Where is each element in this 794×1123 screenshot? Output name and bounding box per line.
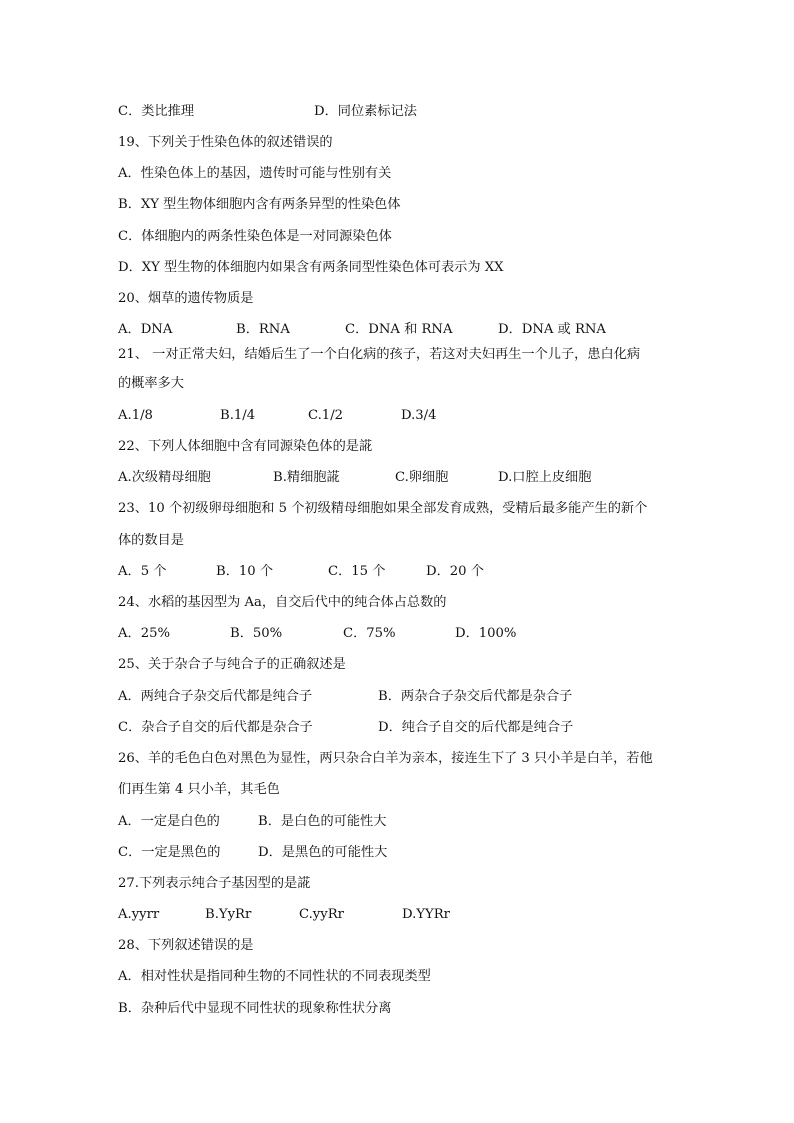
q22-option-a: A.次级精母细胞 — [118, 470, 211, 485]
q21-option-a: A.1/8 — [118, 408, 153, 423]
q27-stem: 27.下列表示纯合子基因型的是誮 — [118, 876, 311, 891]
q25-option-d: D．纯合子自交的后代都是纯合子 — [378, 720, 574, 735]
q23-option-b: B．10 个 — [216, 564, 274, 579]
q20-option-c: C．DNA 和 RNA — [345, 322, 453, 337]
q20-option-d: D．DNA 或 RNA — [498, 322, 606, 337]
q23-option-d: D．20 个 — [426, 564, 484, 579]
q18-option-c: C．类比推理 — [118, 104, 195, 119]
q22-option-d: D.口腔上皮细胞 — [498, 470, 592, 485]
q25-option-b: B．两杂合子杂交后代都是杂合子 — [378, 689, 573, 704]
q23-stem-line1: 23、10 个初级卵母细胞和 5 个初级精母细胞如果全部发育成熟，受精后最多能产生的新个 — [118, 501, 648, 516]
q22-stem: 22、下列人体细胞中含有同源染色体的是誮 — [118, 439, 373, 454]
q22-option-c: C.卵细胞 — [395, 470, 449, 485]
q21-option-b: B.1/4 — [220, 408, 256, 423]
q19-option-c: C．体细胞内的两条性染色体是一对同源染色体 — [118, 229, 392, 244]
q19-option-d: D．XY 型生物的体细胞内如果含有两条同型性染色体可表示为 XX — [118, 260, 504, 275]
q24-option-a: A．25% — [118, 626, 171, 641]
q28-stem: 28、下列叙述错误的是 — [118, 938, 254, 953]
q22-option-b: B.精细胞誮 — [273, 470, 340, 485]
q21-option-c: C.1/2 — [308, 408, 344, 423]
q26-option-a: A．一定是白色的 — [118, 814, 220, 829]
q26-stem-line2: 们再生第 4 只小羊，其毛色 — [118, 782, 280, 797]
q25-option-a: A．两纯合子杂交后代都是纯合子 — [118, 689, 313, 704]
q24-option-d: D．100% — [455, 626, 517, 641]
q24-option-c: C．75% — [343, 626, 396, 641]
q21-stem-line2: 的概率多大 — [118, 376, 184, 391]
q20-option-a: A．DNA — [118, 322, 173, 337]
q26-option-d: D．是黑色的可能性大 — [258, 845, 388, 860]
q27-option-d: D.YYRr — [402, 907, 450, 922]
q19-option-a: A．性染色体上的基因，遗传时可能与性别有关 — [118, 166, 392, 181]
q26-option-b: B．是白色的可能性大 — [258, 814, 387, 829]
q24-option-b: B．50% — [230, 626, 283, 641]
q20-stem: 20、烟草的遗传物质是 — [118, 291, 254, 306]
q25-option-c: C．杂合子自交的后代都是杂合子 — [118, 720, 313, 735]
q27-option-b: B.YyRr — [205, 907, 252, 922]
q25-stem: 25、关于杂合子与纯合子的正确叙述是 — [118, 657, 346, 672]
q26-option-c: C．一定是黑色的 — [118, 845, 221, 860]
q28-option-b: B．杂种后代中显现不同性状的现象称性状分离 — [118, 1001, 392, 1016]
q21-option-d: D.3/4 — [401, 408, 437, 423]
q20-option-b: B．RNA — [236, 322, 290, 337]
q23-option-a: A．5 个 — [118, 564, 167, 579]
q23-option-c: C．15 个 — [328, 564, 386, 579]
q27-option-c: C.yyRr — [299, 907, 344, 922]
q26-stem-line1: 26、羊的毛色白色对黑色为显性，两只杂合白羊为亲本，接连生下了 3 只小羊是白羊，若他 — [118, 751, 653, 766]
q23-stem-line2: 体的数目是 — [118, 533, 184, 548]
q21-stem-line1: 21、 一对正常夫妇，结婚后生了一个白化病的孩子，若这对夫妇再生一个儿子，患白化病 — [118, 347, 641, 362]
q19-option-b: B．XY 型生物体细胞内含有两条异型的性染色体 — [118, 197, 401, 212]
q18-option-d: D．同位素标记法 — [314, 104, 417, 119]
q27-option-a: A.yyrr — [118, 907, 160, 922]
q19-stem: 19、下列关于性染色体的叙述错误的 — [118, 135, 333, 150]
q24-stem: 24、水稻的基因型为 Aa，自交后代中的纯合体占总数的 — [118, 595, 447, 610]
q28-option-a: A．相对性状是指同种生物的不同性状的不同表现类型 — [118, 969, 431, 984]
